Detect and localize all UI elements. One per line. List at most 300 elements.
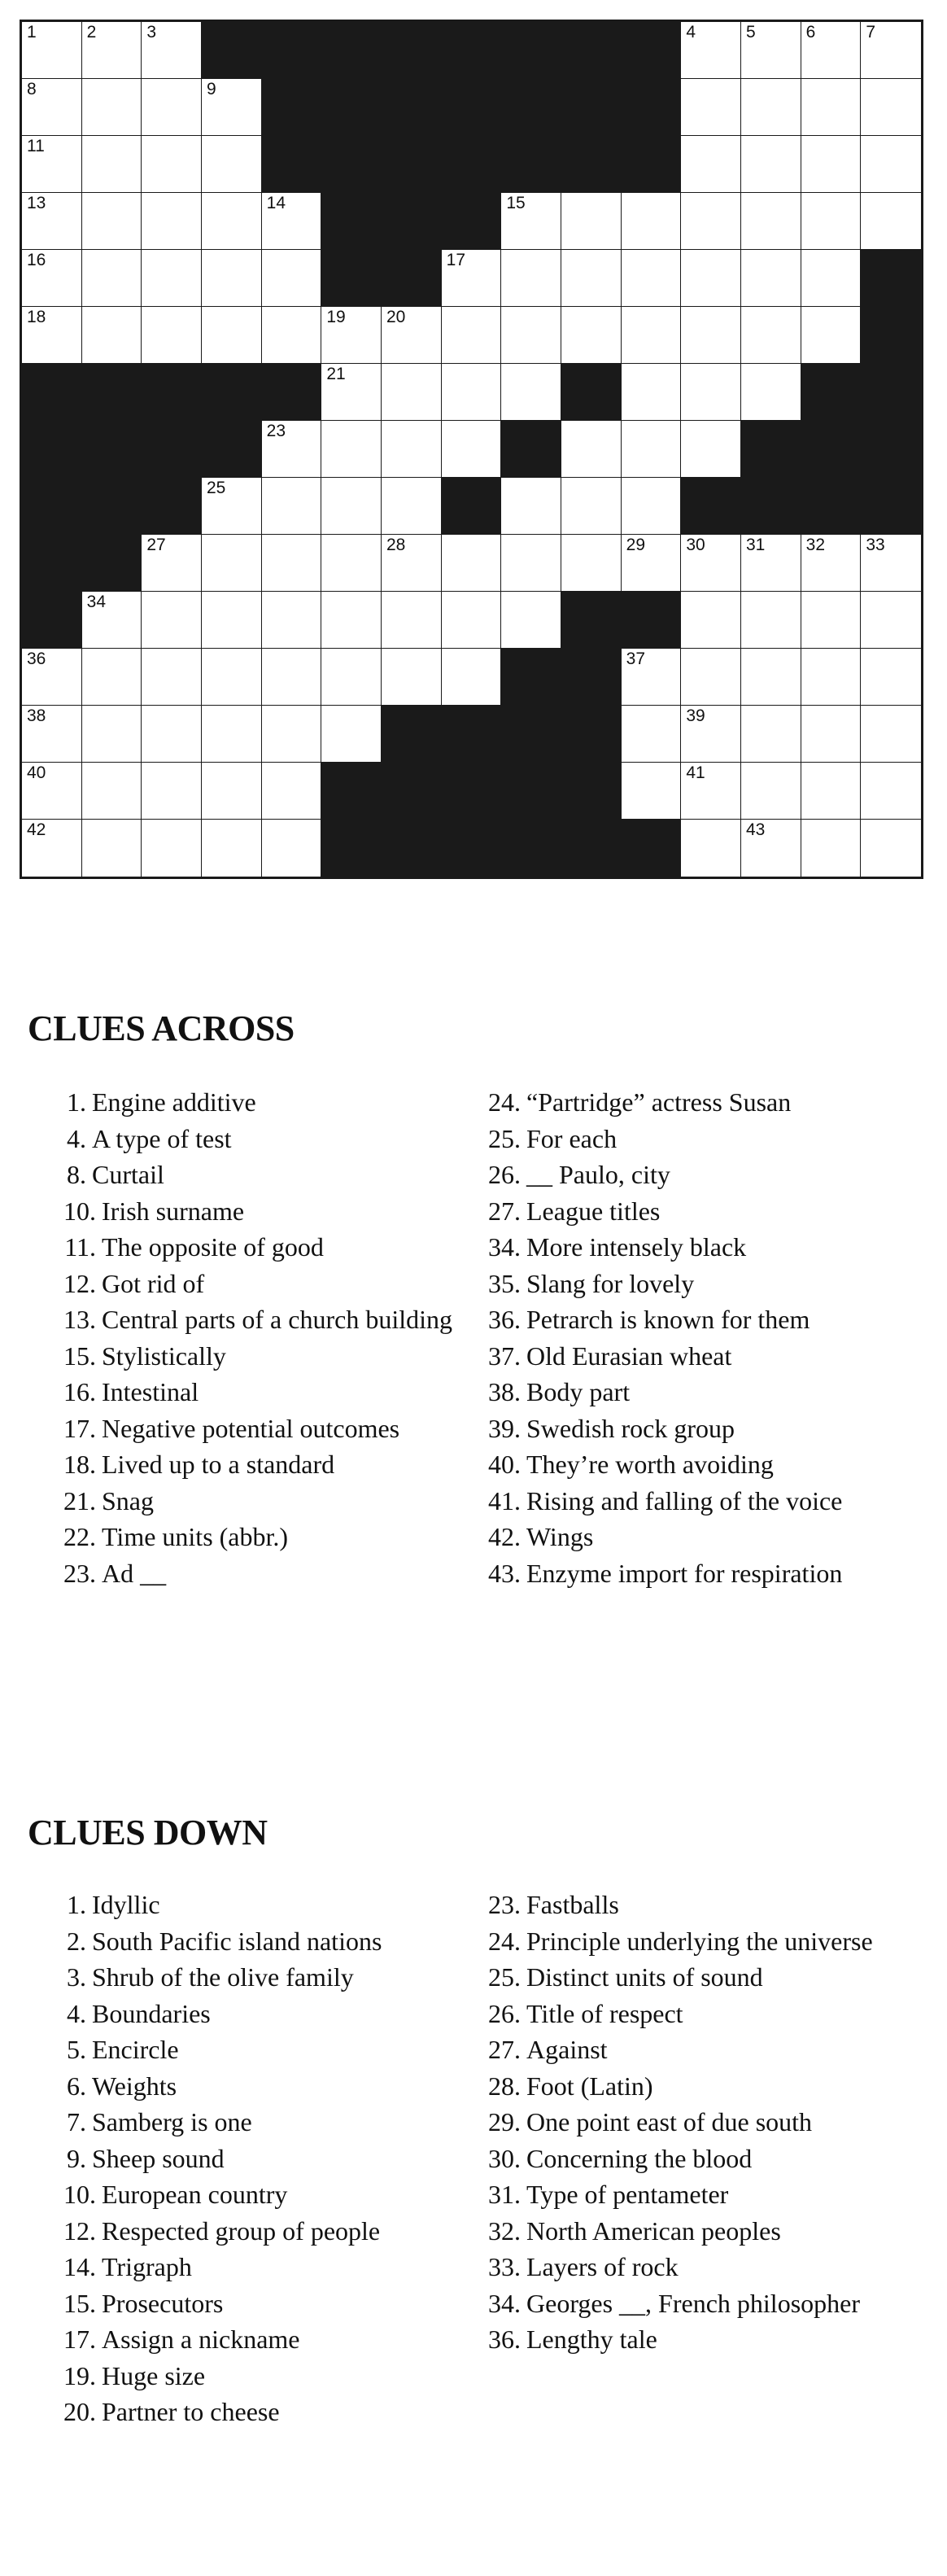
- grid-cell[interactable]: [22, 79, 82, 136]
- grid-cell-blocked: [801, 478, 862, 535]
- grid-cell[interactable]: [681, 22, 741, 79]
- grid-cell[interactable]: [741, 706, 801, 763]
- grid-cell[interactable]: [382, 535, 442, 592]
- grid-cell-blocked: [382, 250, 442, 307]
- clue-item[interactable]: [482, 2176, 905, 2213]
- grid-cell[interactable]: [142, 535, 202, 592]
- grid-cell-blocked: [382, 820, 442, 877]
- grid-cell[interactable]: [681, 535, 741, 592]
- grid-cell[interactable]: [741, 79, 801, 136]
- grid-cell[interactable]: [501, 535, 561, 592]
- grid-cell-blocked: [442, 193, 502, 250]
- grid-cell-blocked: [501, 649, 561, 706]
- clue-number: 40.: [488, 1450, 521, 1479]
- clue-item[interactable]: [482, 2249, 905, 2285]
- grid-cell-blocked: [442, 820, 502, 877]
- grid-cell-blocked: [442, 22, 502, 79]
- grid-cell[interactable]: [681, 421, 741, 478]
- cell-number: 36: [27, 649, 46, 668]
- grid-cell-blocked: [262, 136, 322, 193]
- cell-number: 20: [386, 308, 406, 326]
- grid-cell[interactable]: [142, 79, 202, 136]
- clue-item[interactable]: [57, 2394, 480, 2430]
- clue-item[interactable]: [57, 2213, 480, 2250]
- grid-cell[interactable]: [681, 649, 741, 706]
- grid-cell[interactable]: [681, 820, 741, 877]
- grid-cell[interactable]: [622, 649, 682, 706]
- clue-text: Respected group of people: [102, 2215, 381, 2246]
- grid-cell[interactable]: [622, 478, 682, 535]
- clue-item[interactable]: [482, 1923, 905, 1960]
- grid-cell[interactable]: [142, 22, 202, 79]
- clue-item[interactable]: [482, 1519, 905, 1555]
- grid-cell-blocked: [801, 364, 862, 421]
- clue-number: 27.: [488, 1196, 521, 1226]
- grid-cell[interactable]: [382, 364, 442, 421]
- grid-cell-blocked: [561, 820, 622, 877]
- cell-number: 31: [745, 536, 766, 554]
- clue-text: European country: [102, 2180, 288, 2209]
- grid-cell[interactable]: [22, 763, 82, 820]
- grid-cell[interactable]: [82, 193, 142, 250]
- clue-item[interactable]: [482, 2285, 905, 2322]
- grid-cell-blocked: [22, 535, 82, 592]
- cell-number: 33: [866, 536, 885, 554]
- grid-cell[interactable]: [382, 592, 442, 649]
- clue-item[interactable]: [57, 1519, 480, 1555]
- grid-cell[interactable]: [382, 478, 442, 535]
- clue-number: 31.: [488, 2180, 521, 2209]
- clue-item[interactable]: [57, 2176, 480, 2213]
- grid-cell[interactable]: [561, 535, 622, 592]
- grid-cell[interactable]: [202, 706, 262, 763]
- clue-number: 27.: [488, 2035, 521, 2064]
- grid-cell[interactable]: [202, 820, 262, 877]
- clue-item[interactable]: [482, 1193, 905, 1230]
- grid-cell-blocked: [382, 136, 442, 193]
- down-clues-left-column: [57, 1887, 480, 2430]
- grid-cell[interactable]: [741, 136, 801, 193]
- clue-text: Body part: [526, 1377, 631, 1406]
- grid-cell-blocked: [202, 22, 262, 79]
- grid-cell[interactable]: [861, 592, 921, 649]
- grid-cell[interactable]: [142, 592, 202, 649]
- grid-cell[interactable]: [202, 250, 262, 307]
- grid-cell[interactable]: [861, 79, 921, 136]
- grid-cell[interactable]: [82, 250, 142, 307]
- grid-cell[interactable]: [262, 307, 322, 364]
- clue-number: 7.: [67, 2107, 86, 2136]
- clue-text: They’re worth avoiding: [526, 1450, 774, 1479]
- grid-cell[interactable]: [142, 307, 202, 364]
- grid-cell[interactable]: [622, 364, 682, 421]
- grid-cell[interactable]: [82, 307, 142, 364]
- grid-cell[interactable]: [262, 535, 322, 592]
- clue-number: 34.: [488, 1232, 521, 1262]
- grid-cell[interactable]: [142, 136, 202, 193]
- clue-number: 25.: [488, 1962, 521, 1992]
- clue-number: 6.: [67, 2071, 86, 2101]
- grid-cell[interactable]: [741, 592, 801, 649]
- grid-cell[interactable]: [321, 421, 382, 478]
- grid-cell[interactable]: [82, 79, 142, 136]
- grid-cell[interactable]: [202, 649, 262, 706]
- clue-item[interactable]: [57, 1555, 480, 1592]
- clue-item[interactable]: [482, 1374, 905, 1410]
- clue-number: 43.: [488, 1558, 521, 1588]
- cell-number: 43: [745, 820, 766, 839]
- clue-item[interactable]: [482, 2104, 905, 2141]
- grid-cell[interactable]: [741, 820, 801, 877]
- clue-item[interactable]: [482, 1338, 905, 1375]
- grid-cell-blocked: [142, 478, 202, 535]
- clue-text: For each: [526, 1123, 618, 1153]
- clue-text: Stylistically: [102, 1340, 226, 1371]
- grid-cell[interactable]: [741, 22, 801, 79]
- grid-cell[interactable]: [82, 592, 142, 649]
- clues-across-heading: CLUES ACROSS: [28, 1008, 295, 1048]
- grid-cell[interactable]: [442, 421, 502, 478]
- clue-item[interactable]: [57, 2249, 480, 2285]
- clue-text: Petrarch is known for them: [526, 1305, 810, 1334]
- grid-cell-blocked: [501, 763, 561, 820]
- grid-cell[interactable]: [861, 763, 921, 820]
- clue-number: 5.: [67, 2035, 86, 2064]
- clue-item[interactable]: [57, 1266, 480, 1302]
- cell-number: 11: [27, 137, 45, 155]
- grid-cell[interactable]: [22, 706, 82, 763]
- grid-cell[interactable]: [801, 820, 862, 877]
- grid-cell[interactable]: [442, 250, 502, 307]
- clue-number: 22.: [63, 1522, 96, 1551]
- grid-cell[interactable]: [801, 535, 862, 592]
- grid-cell[interactable]: [202, 136, 262, 193]
- grid-cell[interactable]: [622, 535, 682, 592]
- clue-item[interactable]: [482, 2141, 905, 2177]
- clue-text: Sheep sound: [92, 2143, 225, 2173]
- clue-item[interactable]: [57, 1338, 480, 1375]
- grid-cell[interactable]: [861, 136, 921, 193]
- grid-cell-blocked: [442, 478, 502, 535]
- grid-cell[interactable]: [861, 193, 921, 250]
- clue-item[interactable]: [482, 1483, 905, 1520]
- clue-number: 35.: [488, 1268, 521, 1298]
- clue-item[interactable]: [482, 1266, 905, 1302]
- grid-cell[interactable]: [442, 307, 502, 364]
- grid-cell[interactable]: [801, 649, 862, 706]
- clue-item[interactable]: [57, 1193, 480, 1230]
- grid-cell[interactable]: [262, 193, 322, 250]
- grid-cell[interactable]: [622, 763, 682, 820]
- grid-cell[interactable]: [622, 250, 682, 307]
- clue-number: 20.: [63, 2397, 96, 2426]
- clue-number: 18.: [63, 1450, 96, 1479]
- grid-cell[interactable]: [321, 478, 382, 535]
- clue-text: Intestinal: [102, 1377, 199, 1406]
- clue-item[interactable]: [57, 1084, 480, 1121]
- clue-item[interactable]: [482, 1084, 905, 1121]
- clue-text: Against: [526, 2035, 608, 2064]
- grid-cell[interactable]: [142, 706, 202, 763]
- grid-cell[interactable]: [501, 478, 561, 535]
- grid-cell[interactable]: [262, 649, 322, 706]
- grid-cell[interactable]: [82, 22, 142, 79]
- grid-cell[interactable]: [142, 193, 202, 250]
- grid-cell[interactable]: [382, 421, 442, 478]
- grid-cell[interactable]: [561, 478, 622, 535]
- grid-cell[interactable]: [681, 79, 741, 136]
- grid-cell[interactable]: [202, 763, 262, 820]
- grid-cell-blocked: [382, 706, 442, 763]
- grid-cell[interactable]: [801, 706, 862, 763]
- grid-cell[interactable]: [82, 649, 142, 706]
- clue-item[interactable]: [57, 1121, 480, 1157]
- grid-cell[interactable]: [321, 307, 382, 364]
- grid-cell[interactable]: [861, 649, 921, 706]
- grid-cell[interactable]: [741, 535, 801, 592]
- clue-item[interactable]: [482, 2068, 905, 2105]
- grid-cell[interactable]: [22, 649, 82, 706]
- clue-item[interactable]: [57, 1157, 480, 1193]
- grid-cell[interactable]: [861, 820, 921, 877]
- grid-cell[interactable]: [22, 250, 82, 307]
- grid-cell[interactable]: [681, 763, 741, 820]
- across-clues-right-column: [482, 1084, 905, 1591]
- clue-text: Slang for lovely: [526, 1268, 695, 1298]
- grid-cell[interactable]: [442, 535, 502, 592]
- clue-item[interactable]: [57, 2031, 480, 2068]
- clue-item[interactable]: [57, 2321, 480, 2358]
- grid-cell[interactable]: [321, 535, 382, 592]
- clue-text: Lengthy tale: [526, 2325, 657, 2354]
- grid-cell[interactable]: [622, 307, 682, 364]
- clue-item[interactable]: [57, 1446, 480, 1483]
- cell-number: 34: [86, 593, 107, 611]
- grid-cell[interactable]: [861, 706, 921, 763]
- grid-cell[interactable]: [22, 136, 82, 193]
- grid-cell[interactable]: [321, 592, 382, 649]
- clue-item[interactable]: [57, 2285, 480, 2322]
- grid-cell-blocked: [622, 79, 682, 136]
- grid-cell[interactable]: [262, 763, 322, 820]
- cell-number: 23: [266, 422, 286, 440]
- grid-cell[interactable]: [202, 193, 262, 250]
- grid-cell[interactable]: [202, 592, 262, 649]
- grid-cell[interactable]: [801, 307, 862, 364]
- cell-number: 19: [326, 308, 346, 326]
- clue-item[interactable]: [482, 1121, 905, 1157]
- grid-cell[interactable]: [82, 820, 142, 877]
- grid-cell[interactable]: [22, 820, 82, 877]
- cell-number: 40: [27, 763, 46, 782]
- grid-cell[interactable]: [681, 307, 741, 364]
- grid-cell[interactable]: [82, 136, 142, 193]
- grid-cell[interactable]: [262, 250, 322, 307]
- clue-number: 32.: [488, 2215, 521, 2246]
- grid-cell[interactable]: [321, 706, 382, 763]
- grid-cell[interactable]: [202, 307, 262, 364]
- clue-number: 13.: [63, 1305, 96, 1334]
- grid-cell[interactable]: [82, 706, 142, 763]
- grid-cell-blocked: [801, 421, 862, 478]
- grid-cell-blocked: [561, 592, 622, 649]
- clue-text: Enzyme import for respiration: [526, 1558, 843, 1588]
- grid-cell[interactable]: [202, 535, 262, 592]
- cell-number: 15: [506, 194, 526, 212]
- grid-cell[interactable]: [681, 250, 741, 307]
- grid-cell[interactable]: [382, 649, 442, 706]
- clue-item[interactable]: [57, 2068, 480, 2105]
- grid-cell[interactable]: [561, 307, 622, 364]
- grid-cell-blocked: [142, 364, 202, 421]
- grid-cell[interactable]: [82, 763, 142, 820]
- grid-cell[interactable]: [501, 307, 561, 364]
- grid-cell[interactable]: [262, 421, 322, 478]
- grid-cell[interactable]: [741, 364, 801, 421]
- grid-cell[interactable]: [681, 592, 741, 649]
- grid-cell[interactable]: [262, 706, 322, 763]
- clue-item[interactable]: [482, 1446, 905, 1483]
- clue-item[interactable]: [57, 2358, 480, 2394]
- grid-cell[interactable]: [561, 193, 622, 250]
- grid-cell[interactable]: [142, 820, 202, 877]
- grid-cell[interactable]: [202, 478, 262, 535]
- grid-cell[interactable]: [22, 22, 82, 79]
- grid-cell[interactable]: [442, 592, 502, 649]
- clue-item[interactable]: [57, 1996, 480, 2032]
- grid-cell[interactable]: [262, 478, 322, 535]
- clue-item[interactable]: [482, 2213, 905, 2250]
- clue-item[interactable]: [57, 1959, 480, 1996]
- grid-cell[interactable]: [741, 307, 801, 364]
- grid-cell[interactable]: [22, 193, 82, 250]
- grid-cell[interactable]: [442, 364, 502, 421]
- clue-number: 10.: [63, 1196, 96, 1226]
- clue-item[interactable]: [57, 2141, 480, 2177]
- grid-cell[interactable]: [741, 763, 801, 820]
- clue-item[interactable]: [482, 2031, 905, 2068]
- clue-item[interactable]: [482, 1410, 905, 1447]
- grid-cell[interactable]: [801, 22, 862, 79]
- grid-cell[interactable]: [681, 193, 741, 250]
- clue-item[interactable]: [482, 1887, 905, 1923]
- clue-item[interactable]: [57, 1229, 480, 1266]
- grid-cell-blocked: [622, 22, 682, 79]
- grid-cell-blocked: [561, 136, 622, 193]
- grid-cell[interactable]: [142, 649, 202, 706]
- cell-number: 1: [27, 23, 37, 42]
- clue-text: Fastballs: [526, 1890, 619, 1919]
- down-clues-right-column: [482, 1887, 905, 2358]
- grid-cell[interactable]: [681, 136, 741, 193]
- grid-cell[interactable]: [561, 250, 622, 307]
- clue-item[interactable]: [57, 1923, 480, 1960]
- grid-cell-blocked: [561, 364, 622, 421]
- grid-cell[interactable]: [801, 136, 862, 193]
- cell-number: 30: [686, 536, 705, 554]
- clue-text: Assign a nickname: [102, 2325, 300, 2354]
- grid-cell[interactable]: [501, 364, 561, 421]
- grid-cell[interactable]: [741, 193, 801, 250]
- grid-cell[interactable]: [142, 250, 202, 307]
- clue-item[interactable]: [482, 1555, 905, 1592]
- cell-number: 17: [446, 251, 466, 269]
- grid-cell-blocked: [262, 79, 322, 136]
- grid-cell[interactable]: [501, 193, 561, 250]
- grid-cell[interactable]: [382, 307, 442, 364]
- grid-cell[interactable]: [681, 364, 741, 421]
- clue-item[interactable]: [482, 1959, 905, 1996]
- grid-cell[interactable]: [741, 250, 801, 307]
- grid-cell[interactable]: [22, 307, 82, 364]
- clue-number: 11.: [64, 1232, 96, 1262]
- clue-item[interactable]: [57, 1410, 480, 1447]
- grid-cell[interactable]: [801, 193, 862, 250]
- grid-cell[interactable]: [142, 763, 202, 820]
- grid-cell[interactable]: [442, 649, 502, 706]
- grid-cell-blocked: [22, 364, 82, 421]
- clue-number: 23.: [63, 1558, 96, 1588]
- clue-item[interactable]: [57, 2104, 480, 2141]
- clue-item[interactable]: [482, 1996, 905, 2032]
- grid-cell[interactable]: [741, 649, 801, 706]
- grid-cell[interactable]: [801, 250, 862, 307]
- clue-number: 34.: [488, 2288, 521, 2318]
- grid-cell[interactable]: [801, 592, 862, 649]
- clue-text: Principle underlying the universe: [526, 1926, 873, 1956]
- cell-number: 21: [326, 365, 346, 383]
- grid-cell[interactable]: [801, 79, 862, 136]
- grid-cell[interactable]: [321, 649, 382, 706]
- clue-text: Georges __, French philosopher: [526, 2288, 860, 2318]
- grid-cell[interactable]: [801, 763, 862, 820]
- grid-cell[interactable]: [861, 535, 921, 592]
- grid-cell[interactable]: [321, 364, 382, 421]
- clue-item[interactable]: [57, 1887, 480, 1923]
- clue-item[interactable]: [57, 1483, 480, 1520]
- grid-cell[interactable]: [561, 421, 622, 478]
- grid-cell[interactable]: [202, 79, 262, 136]
- clue-text: The opposite of good: [102, 1232, 324, 1262]
- cell-number: 29: [626, 536, 646, 554]
- grid-cell-blocked: [262, 364, 322, 421]
- clue-item[interactable]: [482, 2321, 905, 2358]
- clue-text: Weights: [92, 2071, 177, 2101]
- grid-cell[interactable]: [501, 250, 561, 307]
- clue-item[interactable]: [57, 1374, 480, 1410]
- grid-cell[interactable]: [681, 706, 741, 763]
- grid-cell[interactable]: [262, 592, 322, 649]
- grid-cell[interactable]: [861, 22, 921, 79]
- clue-item[interactable]: [482, 1157, 905, 1193]
- clue-text: Prosecutors: [102, 2288, 224, 2318]
- grid-cell-blocked: [561, 763, 622, 820]
- grid-cell[interactable]: [262, 820, 322, 877]
- grid-cell-blocked: [741, 421, 801, 478]
- clue-number: 17.: [63, 1413, 96, 1443]
- grid-cell[interactable]: [622, 193, 682, 250]
- grid-cell[interactable]: [622, 706, 682, 763]
- grid-cell-blocked: [622, 592, 682, 649]
- clue-text: Central parts of a church building: [102, 1305, 452, 1334]
- grid-cell[interactable]: [622, 421, 682, 478]
- grid-cell[interactable]: [501, 592, 561, 649]
- cell-number: 2: [86, 23, 97, 42]
- clue-text: Snag: [102, 1485, 154, 1515]
- clue-item[interactable]: [482, 1229, 905, 1266]
- clue-item[interactable]: [482, 1301, 905, 1338]
- clue-item[interactable]: [57, 1301, 480, 1338]
